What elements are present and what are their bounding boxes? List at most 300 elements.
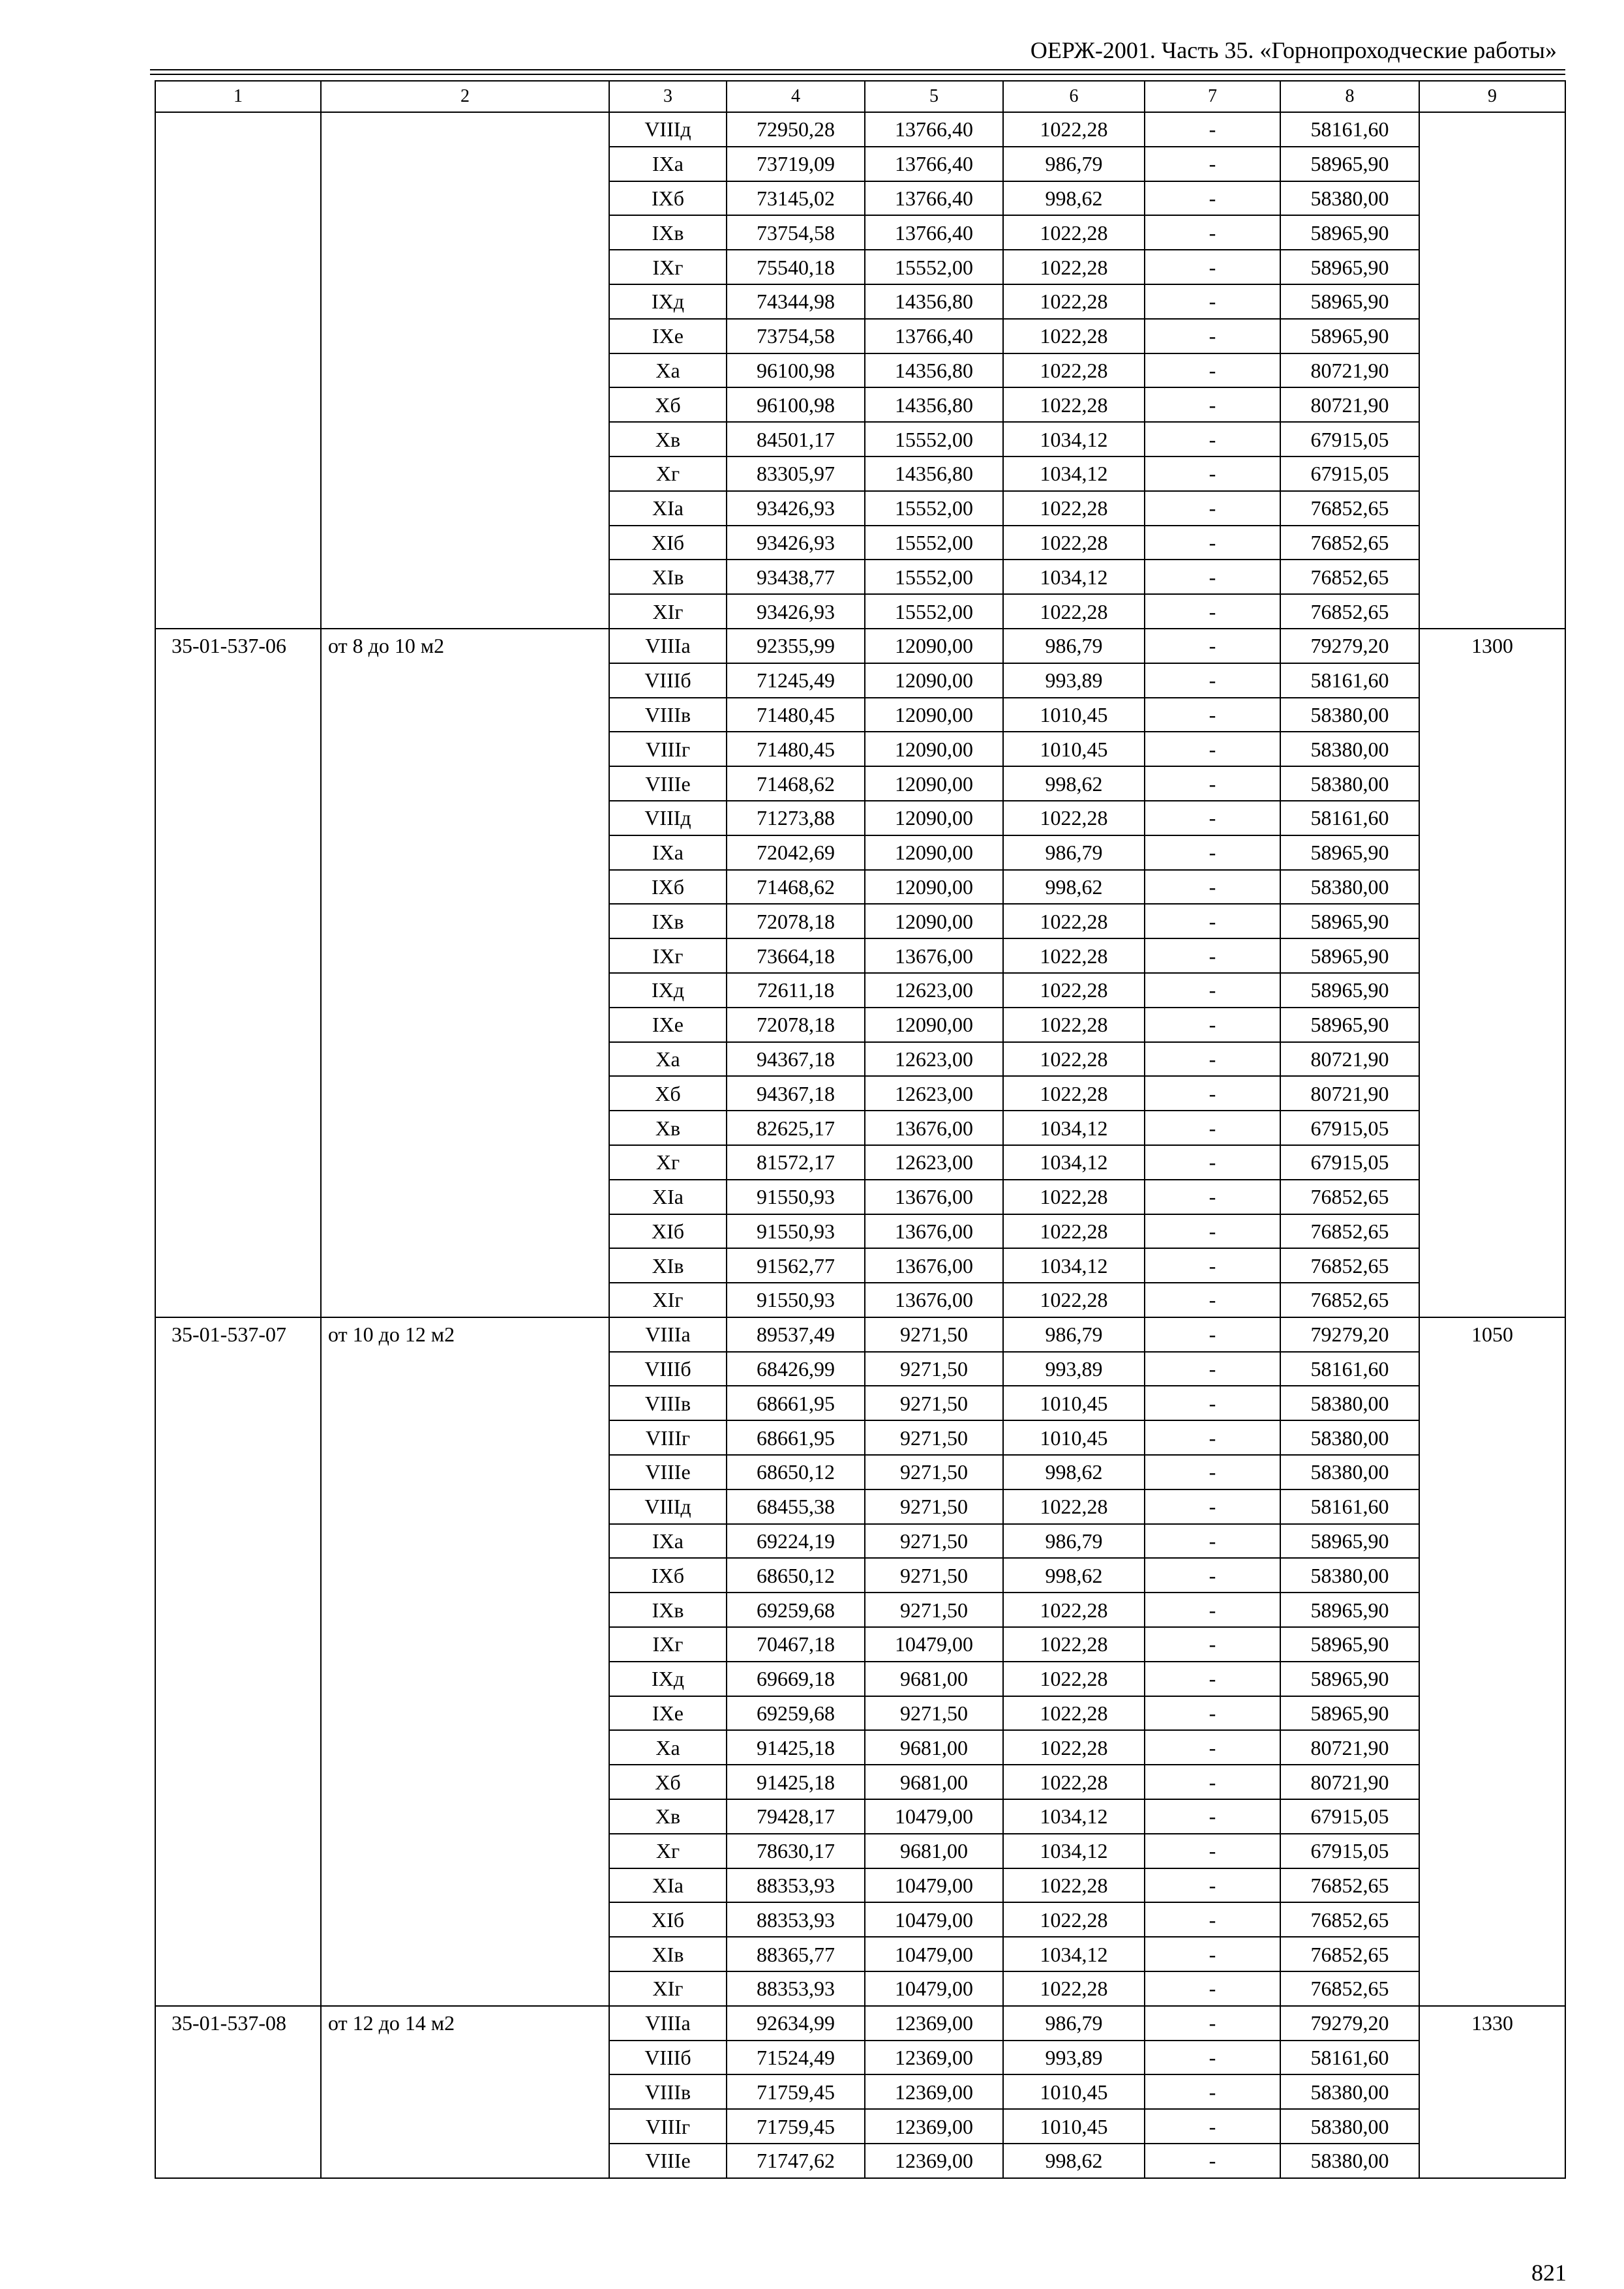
wages-cell: 9271,50	[865, 1489, 1003, 1524]
driver-wages-cell: -	[1145, 1937, 1280, 1971]
header-divider-line	[150, 69, 1565, 70]
total-cost-cell: 69259,68	[727, 1696, 865, 1731]
machine-cost-cell: 986,79	[1003, 147, 1145, 181]
driver-wages-cell: -	[1145, 1799, 1280, 1834]
wages-cell: 9681,00	[865, 1834, 1003, 1868]
driver-wages-cell: -	[1145, 1386, 1280, 1420]
total-cost-cell: 88353,93	[727, 1971, 865, 2006]
driver-wages-cell: -	[1145, 1971, 1280, 2006]
wages-cell: 12090,00	[865, 663, 1003, 698]
materials-cost-cell: 67915,05	[1280, 1111, 1419, 1145]
total-cost-cell: 74344,98	[727, 284, 865, 319]
rock-category-cell: Xб	[609, 1076, 727, 1111]
wages-cell: 12090,00	[865, 1008, 1003, 1042]
wages-cell: 12369,00	[865, 2074, 1003, 2109]
machine-cost-cell: 1022,28	[1003, 1902, 1145, 1937]
total-cost-cell: 94367,18	[727, 1042, 865, 1077]
driver-wages-cell: -	[1145, 1420, 1280, 1455]
labor-cost-cell: 1300	[1419, 629, 1565, 1317]
materials-cost-cell: 58380,00	[1280, 870, 1419, 905]
rock-category-cell: IXд	[609, 284, 727, 319]
rock-category-cell: Xб	[609, 387, 727, 422]
driver-wages-cell: -	[1145, 1489, 1280, 1524]
column-number: 5	[865, 81, 1003, 112]
wages-cell: 15552,00	[865, 526, 1003, 560]
total-cost-cell: 91550,93	[727, 1214, 865, 1249]
rock-category-cell: XIб	[609, 526, 727, 560]
driver-wages-cell: -	[1145, 1076, 1280, 1111]
header-divider-line	[150, 74, 1565, 75]
wages-cell: 15552,00	[865, 422, 1003, 456]
wages-cell: 9271,50	[865, 1352, 1003, 1386]
table-row	[155, 1317, 1565, 1352]
driver-wages-cell: -	[1145, 387, 1280, 422]
total-cost-cell: 71245,49	[727, 663, 865, 698]
wages-cell: 15552,00	[865, 560, 1003, 594]
wages-cell: 10479,00	[865, 1971, 1003, 2006]
total-cost-cell: 71273,88	[727, 801, 865, 835]
total-cost-cell: 68455,38	[727, 1489, 865, 1524]
total-cost-cell: 68650,12	[727, 1558, 865, 1593]
machine-cost-cell: 1022,28	[1003, 387, 1145, 422]
machine-cost-cell: 1010,45	[1003, 1386, 1145, 1420]
total-cost-cell: 92355,99	[727, 629, 865, 663]
machine-cost-cell: 1034,12	[1003, 1937, 1145, 1971]
driver-wages-cell: -	[1145, 526, 1280, 560]
materials-cost-cell: 58380,00	[1280, 2144, 1419, 2178]
materials-cost-cell: 76852,65	[1280, 1937, 1419, 1971]
driver-wages-cell: -	[1145, 2144, 1280, 2178]
total-cost-cell: 91425,18	[727, 1765, 865, 1799]
driver-wages-cell: -	[1145, 560, 1280, 594]
rock-category-cell: VIIIв	[609, 698, 727, 732]
rock-category-cell: IXб	[609, 181, 727, 216]
rock-category-cell: VIIIд	[609, 801, 727, 835]
rock-category-cell: XIа	[609, 1180, 727, 1214]
rock-category-cell: VIIIб	[609, 1352, 727, 1386]
total-cost-cell: 93426,93	[727, 594, 865, 629]
materials-cost-cell: 58161,60	[1280, 2041, 1419, 2075]
driver-wages-cell: -	[1145, 629, 1280, 663]
wages-cell: 12090,00	[865, 801, 1003, 835]
machine-cost-cell: 1022,28	[1003, 319, 1145, 353]
norm-code-cell: 35-01-537-08	[155, 2006, 321, 2178]
rock-category-cell: VIIIд	[609, 112, 727, 147]
machine-cost-cell: 1022,28	[1003, 1076, 1145, 1111]
column-number-row	[155, 81, 1565, 112]
rock-category-cell: IXе	[609, 1696, 727, 1731]
rock-category-cell: Xг	[609, 456, 727, 491]
machine-cost-cell: 998,62	[1003, 766, 1145, 801]
wages-cell: 13676,00	[865, 1214, 1003, 1249]
total-cost-cell: 91550,93	[727, 1180, 865, 1214]
rock-category-cell: XIв	[609, 1937, 727, 1971]
wages-cell: 10479,00	[865, 1799, 1003, 1834]
materials-cost-cell: 76852,65	[1280, 594, 1419, 629]
materials-cost-cell: 67915,05	[1280, 456, 1419, 491]
materials-cost-cell: 58965,90	[1280, 250, 1419, 284]
wages-cell: 9271,50	[865, 1558, 1003, 1593]
table-row	[155, 629, 1565, 663]
total-cost-cell: 72611,18	[727, 973, 865, 1008]
total-cost-cell: 71468,62	[727, 870, 865, 905]
table-row	[155, 112, 1565, 147]
total-cost-cell: 96100,98	[727, 353, 865, 388]
labor-cost-cell: 1050	[1419, 1317, 1565, 2006]
materials-cost-cell: 80721,90	[1280, 1042, 1419, 1077]
driver-wages-cell: -	[1145, 732, 1280, 766]
machine-cost-cell: 986,79	[1003, 1317, 1145, 1352]
driver-wages-cell: -	[1145, 663, 1280, 698]
rock-category-cell: XIб	[609, 1214, 727, 1249]
driver-wages-cell: -	[1145, 801, 1280, 835]
materials-cost-cell: 67915,05	[1280, 1799, 1419, 1834]
column-number: 1	[155, 81, 321, 112]
section-area-cell: от 12 до 14 м2	[321, 2006, 609, 2178]
driver-wages-cell: -	[1145, 1627, 1280, 1662]
machine-cost-cell: 1022,28	[1003, 1283, 1145, 1317]
total-cost-cell: 88353,93	[727, 1902, 865, 1937]
total-cost-cell: 73719,09	[727, 147, 865, 181]
driver-wages-cell: -	[1145, 1765, 1280, 1799]
wages-cell: 12623,00	[865, 973, 1003, 1008]
rock-category-cell: XIб	[609, 1902, 727, 1937]
materials-cost-cell: 58965,90	[1280, 973, 1419, 1008]
column-number: 9	[1419, 81, 1565, 112]
wages-cell: 15552,00	[865, 491, 1003, 526]
rock-category-cell: VIIIе	[609, 2144, 727, 2178]
driver-wages-cell: -	[1145, 2041, 1280, 2075]
machine-cost-cell: 993,89	[1003, 2041, 1145, 2075]
machine-cost-cell: 1022,28	[1003, 526, 1145, 560]
machine-cost-cell: 986,79	[1003, 2006, 1145, 2041]
machine-cost-cell: 1022,28	[1003, 973, 1145, 1008]
driver-wages-cell: -	[1145, 766, 1280, 801]
driver-wages-cell: -	[1145, 1593, 1280, 1627]
total-cost-cell: 96100,98	[727, 387, 865, 422]
materials-cost-cell: 67915,05	[1280, 1145, 1419, 1180]
wages-cell: 10479,00	[865, 1902, 1003, 1937]
rock-category-cell: IXг	[609, 1627, 727, 1662]
rock-category-cell: Xб	[609, 1765, 727, 1799]
driver-wages-cell: -	[1145, 870, 1280, 905]
materials-cost-cell: 79279,20	[1280, 2006, 1419, 2041]
machine-cost-cell: 1022,28	[1003, 1042, 1145, 1077]
machine-cost-cell: 1010,45	[1003, 2109, 1145, 2144]
rock-category-cell: IXа	[609, 835, 727, 870]
total-cost-cell: 70467,18	[727, 1627, 865, 1662]
machine-cost-cell: 1034,12	[1003, 1248, 1145, 1283]
wages-cell: 12090,00	[865, 766, 1003, 801]
column-number: 6	[1003, 81, 1145, 112]
page-number: 821	[1531, 2260, 1567, 2286]
wages-cell: 10479,00	[865, 1868, 1003, 1903]
rock-category-cell: IXа	[609, 1524, 727, 1559]
driver-wages-cell: -	[1145, 2006, 1280, 2041]
materials-cost-cell: 58965,90	[1280, 1593, 1419, 1627]
rock-category-cell: Xа	[609, 1730, 727, 1765]
driver-wages-cell: -	[1145, 250, 1280, 284]
materials-cost-cell: 76852,65	[1280, 1248, 1419, 1283]
wages-cell: 13676,00	[865, 1283, 1003, 1317]
wages-cell: 13676,00	[865, 938, 1003, 973]
materials-cost-cell: 58965,90	[1280, 835, 1419, 870]
driver-wages-cell: -	[1145, 1111, 1280, 1145]
total-cost-cell: 82625,17	[727, 1111, 865, 1145]
total-cost-cell: 69259,68	[727, 1593, 865, 1627]
machine-cost-cell: 1022,28	[1003, 284, 1145, 319]
norm-code-cell: 35-01-537-06	[155, 629, 321, 1317]
machine-cost-cell: 1022,28	[1003, 1180, 1145, 1214]
total-cost-cell: 68426,99	[727, 1352, 865, 1386]
wages-cell: 13766,40	[865, 319, 1003, 353]
total-cost-cell: 91425,18	[727, 1730, 865, 1765]
wages-cell: 9681,00	[865, 1765, 1003, 1799]
wages-cell: 13766,40	[865, 181, 1003, 216]
total-cost-cell: 73145,02	[727, 181, 865, 216]
total-cost-cell: 91562,77	[727, 1248, 865, 1283]
machine-cost-cell: 1022,28	[1003, 1730, 1145, 1765]
materials-cost-cell: 58380,00	[1280, 1455, 1419, 1489]
rock-category-cell: VIIIе	[609, 766, 727, 801]
total-cost-cell: 93426,93	[727, 526, 865, 560]
rock-category-cell: VIIIг	[609, 1420, 727, 1455]
column-number: 8	[1280, 81, 1419, 112]
rock-category-cell: IXв	[609, 215, 727, 250]
materials-cost-cell: 76852,65	[1280, 1180, 1419, 1214]
total-cost-cell: 93438,77	[727, 560, 865, 594]
total-cost-cell: 71480,45	[727, 732, 865, 766]
machine-cost-cell: 993,89	[1003, 663, 1145, 698]
driver-wages-cell: -	[1145, 215, 1280, 250]
driver-wages-cell: -	[1145, 491, 1280, 526]
wages-cell: 13676,00	[865, 1180, 1003, 1214]
machine-cost-cell: 986,79	[1003, 835, 1145, 870]
price-table-body	[155, 112, 1565, 2178]
wages-cell: 13766,40	[865, 147, 1003, 181]
driver-wages-cell: -	[1145, 1352, 1280, 1386]
driver-wages-cell: -	[1145, 319, 1280, 353]
document-header-title: ОЕРЖ-2001. Часть 35. «Горнопроходческие работы»	[1030, 37, 1557, 63]
materials-cost-cell: 76852,65	[1280, 1868, 1419, 1903]
total-cost-cell: 68661,95	[727, 1420, 865, 1455]
wages-cell: 12369,00	[865, 2041, 1003, 2075]
rock-category-cell: IXд	[609, 1662, 727, 1696]
rock-category-cell: VIIIе	[609, 1455, 727, 1489]
driver-wages-cell: -	[1145, 1834, 1280, 1868]
total-cost-cell: 72078,18	[727, 904, 865, 938]
rock-category-cell: XIа	[609, 1868, 727, 1903]
machine-cost-cell: 1022,28	[1003, 801, 1145, 835]
total-cost-cell: 81572,17	[727, 1145, 865, 1180]
driver-wages-cell: -	[1145, 1662, 1280, 1696]
materials-cost-cell: 76852,65	[1280, 560, 1419, 594]
machine-cost-cell: 1022,28	[1003, 1593, 1145, 1627]
price-table	[155, 80, 1566, 2179]
materials-cost-cell: 76852,65	[1280, 526, 1419, 560]
total-cost-cell: 89537,49	[727, 1317, 865, 1352]
column-number: 2	[321, 81, 609, 112]
machine-cost-cell: 1022,28	[1003, 1214, 1145, 1249]
materials-cost-cell: 79279,20	[1280, 1317, 1419, 1352]
wages-cell: 9271,50	[865, 1524, 1003, 1559]
machine-cost-cell: 1022,28	[1003, 1971, 1145, 2006]
wages-cell: 12369,00	[865, 2006, 1003, 2041]
machine-cost-cell: 1022,28	[1003, 1489, 1145, 1524]
materials-cost-cell: 58161,60	[1280, 663, 1419, 698]
driver-wages-cell: -	[1145, 938, 1280, 973]
rock-category-cell: VIIIг	[609, 732, 727, 766]
wages-cell: 9271,50	[865, 1593, 1003, 1627]
machine-cost-cell: 986,79	[1003, 629, 1145, 663]
wages-cell: 12369,00	[865, 2144, 1003, 2178]
total-cost-cell: 83305,97	[727, 456, 865, 491]
rock-category-cell: XIв	[609, 1248, 727, 1283]
total-cost-cell: 71468,62	[727, 766, 865, 801]
driver-wages-cell: -	[1145, 353, 1280, 388]
rock-category-cell: VIIIв	[609, 2074, 727, 2109]
wages-cell: 10479,00	[865, 1937, 1003, 1971]
driver-wages-cell: -	[1145, 422, 1280, 456]
total-cost-cell: 72042,69	[727, 835, 865, 870]
machine-cost-cell: 1022,28	[1003, 250, 1145, 284]
wages-cell: 12090,00	[865, 870, 1003, 905]
machine-cost-cell: 1022,28	[1003, 1662, 1145, 1696]
machine-cost-cell: 1022,28	[1003, 353, 1145, 388]
wages-cell: 9681,00	[865, 1730, 1003, 1765]
driver-wages-cell: -	[1145, 1145, 1280, 1180]
driver-wages-cell: -	[1145, 904, 1280, 938]
driver-wages-cell: -	[1145, 1902, 1280, 1937]
driver-wages-cell: -	[1145, 1455, 1280, 1489]
materials-cost-cell: 58965,90	[1280, 1662, 1419, 1696]
machine-cost-cell: 1034,12	[1003, 456, 1145, 491]
materials-cost-cell: 58965,90	[1280, 1627, 1419, 1662]
driver-wages-cell: -	[1145, 1524, 1280, 1559]
materials-cost-cell: 58380,00	[1280, 2109, 1419, 2144]
driver-wages-cell: -	[1145, 1558, 1280, 1593]
total-cost-cell: 92634,99	[727, 2006, 865, 2041]
rock-category-cell: VIIIб	[609, 2041, 727, 2075]
wages-cell: 9271,50	[865, 1455, 1003, 1489]
rock-category-cell: VIIIа	[609, 2006, 727, 2041]
wages-cell: 15552,00	[865, 594, 1003, 629]
labor-cost-cell	[1419, 112, 1565, 629]
materials-cost-cell: 58380,00	[1280, 1558, 1419, 1593]
wages-cell: 12090,00	[865, 629, 1003, 663]
rock-category-cell: IXе	[609, 1008, 727, 1042]
rock-category-cell: VIIIд	[609, 1489, 727, 1524]
driver-wages-cell: -	[1145, 1283, 1280, 1317]
wages-cell: 15552,00	[865, 250, 1003, 284]
section-area-cell: от 10 до 12 м2	[321, 1317, 609, 2006]
wages-cell: 12369,00	[865, 2109, 1003, 2144]
materials-cost-cell: 58380,00	[1280, 1386, 1419, 1420]
section-area-cell: от 8 до 10 м2	[321, 629, 609, 1317]
materials-cost-cell: 80721,90	[1280, 1730, 1419, 1765]
section-area-cell	[321, 112, 609, 629]
total-cost-cell: 69669,18	[727, 1662, 865, 1696]
total-cost-cell: 71759,45	[727, 2074, 865, 2109]
materials-cost-cell: 79279,20	[1280, 629, 1419, 663]
labor-cost-cell: 1330	[1419, 2006, 1565, 2178]
total-cost-cell: 93426,93	[727, 491, 865, 526]
machine-cost-cell: 1034,12	[1003, 1111, 1145, 1145]
wages-cell: 12623,00	[865, 1076, 1003, 1111]
machine-cost-cell: 1010,45	[1003, 732, 1145, 766]
rock-category-cell: Xа	[609, 1042, 727, 1077]
driver-wages-cell: -	[1145, 594, 1280, 629]
wages-cell: 9271,50	[865, 1420, 1003, 1455]
rock-category-cell: IXб	[609, 870, 727, 905]
rock-category-cell: XIа	[609, 491, 727, 526]
materials-cost-cell: 76852,65	[1280, 1902, 1419, 1937]
materials-cost-cell: 58965,90	[1280, 319, 1419, 353]
machine-cost-cell: 1022,28	[1003, 938, 1145, 973]
driver-wages-cell: -	[1145, 1180, 1280, 1214]
total-cost-cell: 69224,19	[727, 1524, 865, 1559]
rock-category-cell: Xа	[609, 353, 727, 388]
rock-category-cell: XIг	[609, 1971, 727, 2006]
materials-cost-cell: 58965,90	[1280, 1696, 1419, 1731]
machine-cost-cell: 1022,28	[1003, 1765, 1145, 1799]
driver-wages-cell: -	[1145, 2109, 1280, 2144]
driver-wages-cell: -	[1145, 1008, 1280, 1042]
driver-wages-cell: -	[1145, 112, 1280, 147]
wages-cell: 13766,40	[865, 112, 1003, 147]
rock-category-cell: VIIIг	[609, 2109, 727, 2144]
rock-category-cell: Xв	[609, 1799, 727, 1834]
total-cost-cell: 84501,17	[727, 422, 865, 456]
wages-cell: 9271,50	[865, 1386, 1003, 1420]
driver-wages-cell: -	[1145, 1042, 1280, 1077]
rock-category-cell: IXг	[609, 938, 727, 973]
wages-cell: 12623,00	[865, 1145, 1003, 1180]
materials-cost-cell: 58965,90	[1280, 284, 1419, 319]
machine-cost-cell: 986,79	[1003, 1524, 1145, 1559]
machine-cost-cell: 1022,28	[1003, 215, 1145, 250]
norm-code-cell	[155, 112, 321, 629]
rock-category-cell: IXв	[609, 1593, 727, 1627]
materials-cost-cell: 58161,60	[1280, 1352, 1419, 1386]
total-cost-cell: 72950,28	[727, 112, 865, 147]
total-cost-cell: 91550,93	[727, 1283, 865, 1317]
materials-cost-cell: 67915,05	[1280, 422, 1419, 456]
total-cost-cell: 94367,18	[727, 1076, 865, 1111]
driver-wages-cell: -	[1145, 181, 1280, 216]
rock-category-cell: IXг	[609, 250, 727, 284]
machine-cost-cell: 1022,28	[1003, 1696, 1145, 1731]
machine-cost-cell: 1034,12	[1003, 1145, 1145, 1180]
machine-cost-cell: 998,62	[1003, 870, 1145, 905]
machine-cost-cell: 998,62	[1003, 2144, 1145, 2178]
driver-wages-cell: -	[1145, 1868, 1280, 1903]
total-cost-cell: 75540,18	[727, 250, 865, 284]
total-cost-cell: 71524,49	[727, 2041, 865, 2075]
rock-category-cell: IXе	[609, 319, 727, 353]
wages-cell: 14356,80	[865, 456, 1003, 491]
column-number: 4	[727, 81, 865, 112]
materials-cost-cell: 58380,00	[1280, 766, 1419, 801]
materials-cost-cell: 67915,05	[1280, 1834, 1419, 1868]
materials-cost-cell: 58380,00	[1280, 732, 1419, 766]
machine-cost-cell: 1010,45	[1003, 2074, 1145, 2109]
machine-cost-cell: 1010,45	[1003, 1420, 1145, 1455]
materials-cost-cell: 58965,90	[1280, 215, 1419, 250]
materials-cost-cell: 58380,00	[1280, 181, 1419, 216]
machine-cost-cell: 1034,12	[1003, 422, 1145, 456]
machine-cost-cell: 1034,12	[1003, 1834, 1145, 1868]
